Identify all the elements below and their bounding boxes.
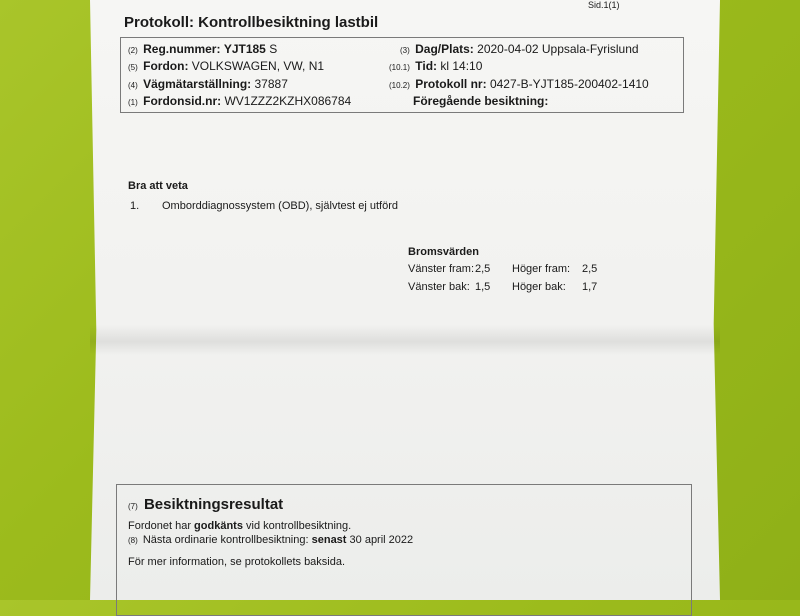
approved-status: godkänts [194, 520, 243, 532]
brake-left-rear-value: 1,5 [475, 281, 491, 293]
date-place-label: Dag/Plats: [415, 42, 474, 56]
protocol-number-label: Protokoll nr: [415, 77, 487, 91]
date-place-value: 2020-04-02 Uppsala-Fyrislund [477, 42, 639, 56]
odometer-row: (4) Vägmätarställning: 37887 [128, 77, 288, 91]
vin-label: Fordonsid.nr: [143, 94, 222, 108]
page-reference: Sid.1(1) [588, 0, 620, 10]
odometer-label: Vägmätarställning: [143, 77, 252, 91]
good-to-know-item-text: Omborddiagnossystem (OBD), självtest ej utförd [162, 200, 398, 212]
vin-value: WV1ZZZ2KZHX086784 [224, 94, 352, 108]
brake-right-rear-value: 1,7 [582, 281, 598, 293]
reg-number-value: YJT185 [223, 42, 266, 56]
result-line-approved: Fordonet har godkänts vid kontrollbesiktning. [128, 520, 352, 532]
time-value: kl 14:10 [440, 59, 483, 73]
protocol-number-value: 0427-B-YJT185-200402-1410 [489, 77, 649, 91]
reg-number-label: Reg.nummer: [143, 42, 221, 56]
brake-left-rear-label: Vänster bak: [408, 281, 470, 293]
odometer-value: 37887 [254, 77, 288, 91]
result-title-row: (7) Besiktningsresultat [128, 496, 284, 513]
time-row: (10.1) Tid: kl 14:10 [389, 59, 483, 73]
previous-inspection-label: Föregående besiktning: [413, 94, 549, 108]
protocol-number-row: (10.2) Protokoll nr: 0427-B-YJT185-200402-1410 [389, 77, 649, 91]
brake-right-front-value: 2,5 [582, 263, 598, 275]
brake-left-front-label: Vänster fram: [408, 263, 475, 275]
date-place-row: (3) Dag/Plats: 2020-04-02 Uppsala-Fyrislund [400, 42, 639, 56]
brake-right-front-label: Höger fram: [512, 263, 571, 275]
brake-left-front-value: 2,5 [475, 263, 491, 275]
result-line-more-info: För mer information, se protokollets baksida. [128, 556, 346, 568]
next-inspection-date: 30 april 2022 [349, 534, 414, 546]
good-to-know-heading: Bra att veta [128, 180, 188, 192]
good-to-know-item-index: 1. [130, 200, 140, 212]
reg-number-row: (2) Reg.nummer: YJT185 S [128, 42, 278, 56]
result-title: Besiktningsresultat [143, 496, 284, 513]
document-title: Protokoll: Kontrollbesiktning lastbil [124, 14, 379, 31]
vehicle-value: VOLKSWAGEN, VW, N1 [191, 59, 325, 73]
time-label: Tid: [415, 59, 438, 73]
paper-fold [90, 325, 720, 355]
vehicle-label: Fordon: [143, 59, 189, 73]
vin-row: (1) Fordonsid.nr: WV1ZZZ2KZHX086784 [128, 94, 352, 108]
brake-right-rear-label: Höger bak: [512, 281, 566, 293]
vehicle-row: (5) Fordon: VOLKSWAGEN, VW, N1 [128, 59, 325, 73]
reg-number-suffix: S [269, 42, 278, 56]
brake-values-heading: Bromsvärden [408, 246, 479, 258]
result-line-next-inspection: (8) Nästa ordinarie kontrollbesiktning: senast 30 april 2022 [128, 534, 414, 546]
